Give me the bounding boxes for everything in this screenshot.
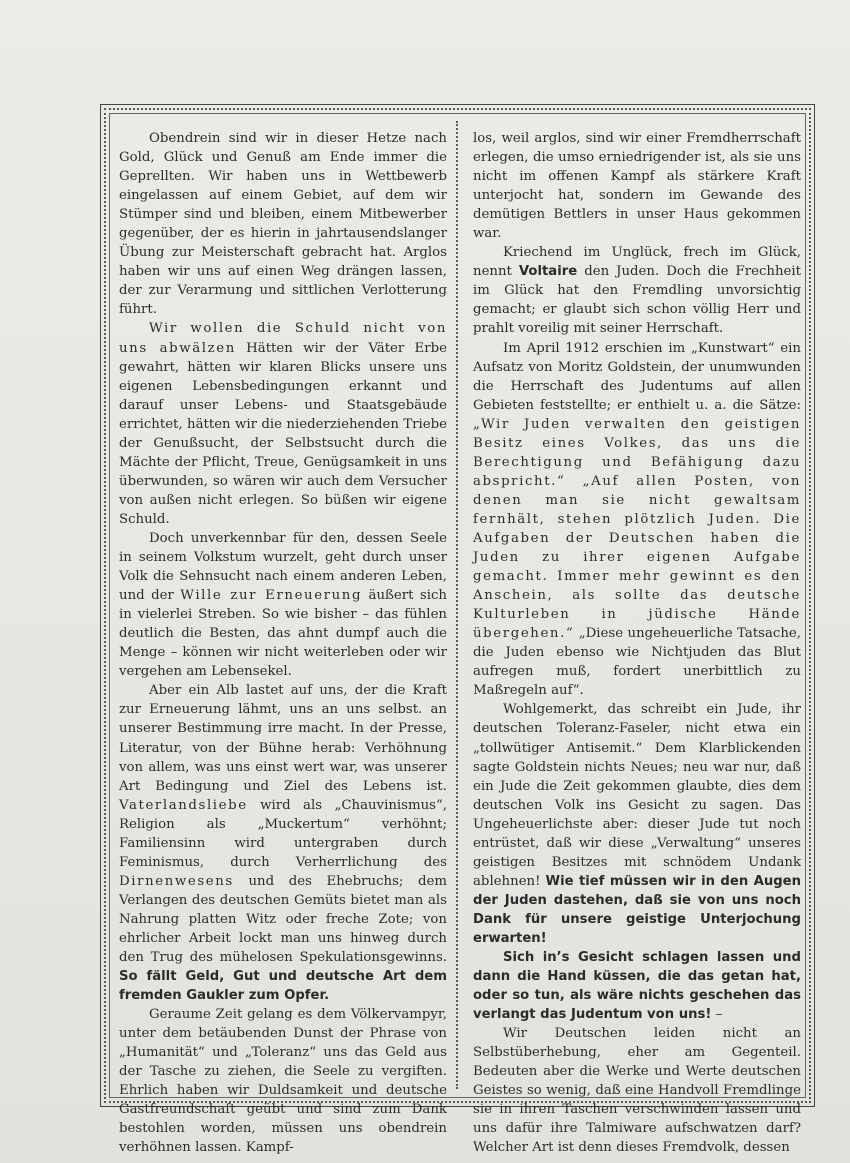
paragraph-text: „Diese ungeheuerliche Tatsache, die Juden ebenso wie Nichtjuden das Blut aufregen muß, fordert unerbittlich zu Maßregeln auf“. — [473, 626, 801, 699]
paragraph-5 — [473, 948, 801, 1024]
ornamental-border-frame — [100, 104, 815, 1156]
paragraph-3 — [119, 529, 447, 681]
paragraph-text: wird als „Chauvinismus“, Religion als „Muckertum“ verhöhnt; Familiensinn wird untergraben durch Feminismus, durch Verherrlichung des — [119, 797, 447, 870]
paragraph-text: den Juden. Doch die Frechheit im Glück hat den Fremdling unvorsichtig gemacht; er glaubt sich schon völlig Herr und prahlt voreilig mit seiner Herrschaft. — [473, 264, 802, 337]
paragraph-1: los, weil arglos, sind wir einer Fremdherrschaft erlegen, die umso erniedrigender ist, als sie uns nicht im offenen Kampf als stärkere Kraft unterjocht hat, sondern im Gewande des demütigen Bettlers in unser Haus gekommen war. — [473, 131, 801, 242]
paragraph-text: äußert sich in vielerlei Streben. So wie bisher – das fühlen deutlich die Besten, das ahnt dumpf auch die Menge – können wir nicht weiterleben oder wir vergehen am Lebensekel. — [119, 588, 448, 680]
paragraph-4 — [119, 681, 447, 1005]
paragraph-2 — [473, 243, 801, 338]
paragraph-6: Wir Deutschen leiden nicht an Selbstüberhebung, eher am Gegenteil. Bedeuten aber die Werke und Werte deutschen Geistes so wenig, daß eine Handvoll Fremdlinge sie in ihren Taschen verschwinden lassen und uns dafür ihre Talmiware aufschwatzen darf? Welcher Art ist denn dieses Fremdvolk, dessen — [473, 1026, 801, 1156]
paragraph-1: Obendrein sind wir in dieser Hetze nach Gold, Glück und Genuß am Ende immer die Geprellten. Wir haben uns in Wettbewerb eingelassen auf einem Gebiet, auf dem wir Stümper sind und bleiben, einem Mitbewerber gegenüber, der es hierin in jahrtausendslanger Übung zur Meisterschaft gebracht hat. Arglos haben wir uns auf einen Weg drängen lassen, der zur Verarmung und sittlichen Verlotterung führt. — [119, 131, 447, 318]
paragraph-text: Aber ein Alb lastet auf uns, der die Kraft zur Erneuerung lähmt, uns an uns selbst. an unserer Bestimmung irre macht. In der Presse, Literatur, von der Bühne herab: Verhöhnung von allem, was uns einst wert war, was unserer Art Bedingung und Ziel des Lebens ist. — [119, 683, 447, 794]
paragraph-text: und des Ehebruchs; dem Verlangen des deutschen Gemüts bietet man als Nahrung platten Witz oder freche Zote; von ehrlicher Arbeit lockt man uns hinweg durch den Trug des mühelosen Spekulationsgewinns. — [119, 873, 447, 966]
spaced-emphasis: Vaterlandsliebe — [119, 797, 248, 813]
bold-emphasis: Wie tief müssen wir in den Augen der Juden dastehen, daß sie von uns noch Dank für unsere geistige Unterjochung erwarten! — [473, 873, 801, 946]
paragraph-text: – — [711, 1007, 723, 1023]
left-column — [119, 129, 447, 1158]
paragraph-5: Geraume Zeit gelang es dem Völkervampyr, unter dem betäubenden Dunst der Phrase von „Humanität“ und „Toleranz“ uns das Geld aus der Tasche zu ziehen, die Seele zu vergiften. Ehrlich haben wir Duldsamkeit und deutsche Gastfreundschaft geübt und sind zum Dank bestohlen worden, müssen uns obendrein verhöhnen lassen. Kampf- — [119, 1007, 447, 1156]
bold-emphasis: Sich in’s Gesicht schlagen lassen und dann die Hand küssen, die das getan hat, oder so tun, als wäre nichts geschehen das verlangt das Judentum von uns! — [473, 950, 801, 1023]
paragraph-text: Hätten wir der Väter Erbe gewahrt, hätten wir klaren Blicks unsere uns eigenen Lebensbedingungen erkannt und darauf unser Lebens- und Staatsgebäude errichtet, hätten wir die niederziehenden Triebe der Genußsucht, der Selbstsucht durch die Mächte der Pflicht, Treue, Genügsamkeit in uns überwunden, so wären wir auch dem Versucher von außen nicht erlegen. So büßen wir eigene Schuld. — [119, 340, 447, 527]
paragraph-text: Kriechend im Unglück, frech im Glück, nennt — [473, 245, 801, 280]
paragraph-2 — [119, 319, 447, 529]
paragraph-3 — [473, 339, 801, 701]
paragraph-text: Im April 1912 erschien im „Kunstwart“ ein Aufsatz von Moritz Goldstein, der unumwunden die Herrschaft des Judentums auf allen Gebieten feststellte; er enthielt u. a. die Sätze: — [473, 340, 801, 413]
spaced-emphasis: Wille zur Erneuerung — [180, 588, 363, 604]
spaced-quote: „Wir Juden verwalten den geistigen Besitz eines Volkes, das uns die Berechtigung und Befähigung dazu abspricht.“ „Auf allen Posten, von denen man sie nicht gewaltsam fernhält, stehen plötzlich Juden. Die Aufgaben der Deutschen haben die Juden zu ihrer eigenen Aufgabe gemacht. Immer mehr gewinnt es den Anschein, als sollte das deutsche Kulturleben in jüdische Hände übergehen.“ — [473, 416, 801, 642]
spaced-emphasis: Dirnenwesens — [119, 873, 234, 889]
bold-emphasis: So fällt Geld, Gut und deutsche Art dem fremden Gaukler zum Opfer. — [119, 969, 447, 1004]
paragraph-text: Wohlgemerkt, das schreibt ein Jude, ihr deutschen Toleranz-Faseler, nicht etwa ein „tollwütiger Antisemit.“ Dem Klarblickenden sagte Goldstein nichts Neues; neu war nur, daß ein Jude die Zeit gekommen glaubte, dies dem deutschen Volk ins Gesicht zu sagen. Das Ungeheuerlichste aber: dieser Jude tut noch entrüstet, daß wir diese „Verwaltung“ unseres geistigen Besitzes mit schnödem Undank ablehnen! — [473, 702, 801, 889]
column-divider — [456, 121, 458, 1089]
paragraph-text: Doch unverkennbar für den, dessen Seele in seinem Volkstum wurzelt, geht durch unser Volk die Sehnsucht nach einem anderen Leben, und der — [119, 530, 447, 604]
bold-emphasis: Voltaire — [518, 264, 578, 280]
spaced-emphasis: Wir wollen die Schuld nicht von uns abwälzen — [119, 321, 447, 356]
paragraph-4 — [473, 700, 801, 948]
right-column — [473, 129, 801, 1158]
